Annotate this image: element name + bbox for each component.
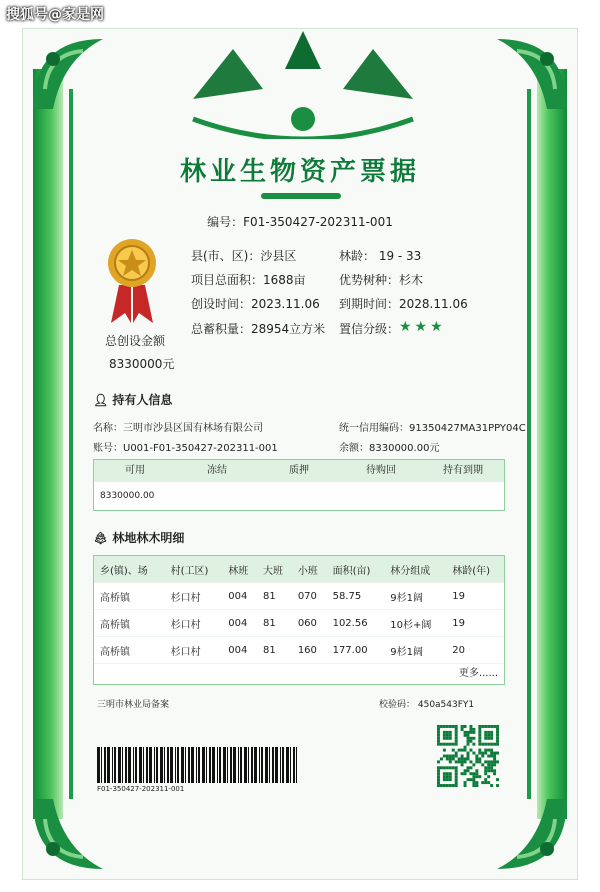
registrar: 三明市林业局备案 [97, 700, 170, 710]
cell: 9杉1阔 [384, 637, 446, 664]
border-inner-right [527, 89, 531, 799]
cell: 杉口村 [165, 610, 223, 637]
cell: 10杉+阔 [384, 610, 446, 637]
barcode-icon [97, 747, 297, 783]
col-big-class: 大班 [257, 556, 292, 583]
corner-ornament-icon [487, 789, 577, 879]
col-available: 可用 [125, 465, 145, 476]
rating-label: 置信分级： [339, 322, 400, 336]
corner-ornament-icon [487, 29, 577, 119]
corner-ornament-icon [23, 29, 113, 119]
table-row [94, 583, 504, 610]
col-pledged: 质押 [289, 465, 309, 476]
cell: 004 [222, 610, 257, 637]
cell: 102.56 [327, 610, 385, 637]
table-row [94, 637, 504, 664]
total-amount-value: 8330000元 [109, 357, 175, 371]
balance: 余额：8330000.00元 [339, 443, 440, 454]
cell: 19 [446, 583, 504, 610]
volume-field: 总蓄积量：28954立方米 [191, 322, 326, 336]
qr-code-icon [437, 725, 499, 787]
barcode-number: F01-350427-202311-001 [97, 785, 185, 793]
account-number: 账号：U001-F01-350427-202311-001 [93, 443, 278, 454]
col-composition: 林分组成 [384, 556, 446, 583]
cell: 81 [257, 583, 292, 610]
cell: 高桥镇 [94, 610, 165, 637]
check-code: 校验码： 450a543FY1 [379, 700, 475, 710]
serial-number: 编号：F01-350427-202311-001 [207, 215, 393, 229]
cell: 杉口村 [165, 583, 223, 610]
certificate-title: 林业生物资产票据 [179, 157, 420, 187]
holder-section-title: 👤︎ 持有人信息 [93, 393, 173, 407]
holding-header [94, 460, 504, 482]
created-date-field: 创设时间：2023.11.06 [191, 297, 320, 311]
more-link[interactable]: 更多...... [94, 663, 504, 684]
cell: 004 [222, 583, 257, 610]
cell: 高桥镇 [94, 637, 165, 664]
cell: 160 [292, 637, 327, 664]
area-field: 项目总面积：1688亩 [191, 273, 306, 287]
cell: 高桥镇 [94, 583, 165, 610]
col-frozen: 冻结 [207, 465, 227, 476]
rating-stars-icon: ★★★ [399, 319, 446, 335]
col-town: 乡(镇)、场 [94, 556, 165, 583]
table-row [94, 610, 504, 637]
cell: 20 [446, 637, 504, 664]
cell: 9杉1阔 [384, 583, 446, 610]
species-field: 优势树种：杉木 [339, 273, 424, 287]
cell: 81 [257, 637, 292, 664]
available-value: 8330000.00 [100, 491, 155, 501]
col-forest-class: 林班 [222, 556, 257, 583]
person-icon: 👤︎ [93, 393, 109, 407]
cell: 177.00 [327, 637, 385, 664]
forest-age-field: 林龄： 19 - 33 [339, 249, 422, 263]
forest-detail-table [93, 555, 505, 685]
county-field: 县(市、区)：沙县区 [191, 249, 297, 263]
cell: 58.75 [327, 583, 385, 610]
corner-ornament-icon [23, 789, 113, 879]
certificate [22, 28, 578, 880]
top-ornament-icon [173, 29, 433, 139]
holding-status-table [93, 459, 505, 511]
total-amount-label: 总创设金额 [105, 334, 166, 348]
gold-medal-icon [107, 235, 157, 325]
col-area: 面积(亩) [327, 556, 385, 583]
col-repurchase: 待购回 [366, 465, 396, 476]
cell: 81 [257, 610, 292, 637]
holder-name: 名称：三明市沙县区国有林场有限公司 [93, 423, 263, 434]
cell: 060 [292, 610, 327, 637]
watermark-text: 搜狐号@家是网 [6, 7, 104, 23]
table-header [94, 556, 504, 583]
border-inner-left [69, 89, 73, 799]
forest-section-title: 🌲︎ 林地林木明细 [93, 531, 185, 545]
col-small-class: 小班 [292, 556, 327, 583]
cell: 杉口村 [165, 637, 223, 664]
col-held-to-maturity: 持有到期 [443, 465, 483, 476]
cell: 004 [222, 637, 257, 664]
credit-code: 统一信用编码：91350427MA31PPY04C [339, 423, 526, 434]
cell: 19 [446, 610, 504, 637]
title-underline [261, 193, 341, 199]
tree-icon: 🌲︎ [93, 531, 109, 545]
col-age: 林龄(年) [446, 556, 504, 583]
col-village: 村(工区) [165, 556, 223, 583]
cell: 070 [292, 583, 327, 610]
expire-date-field: 到期时间：2028.11.06 [339, 297, 468, 311]
